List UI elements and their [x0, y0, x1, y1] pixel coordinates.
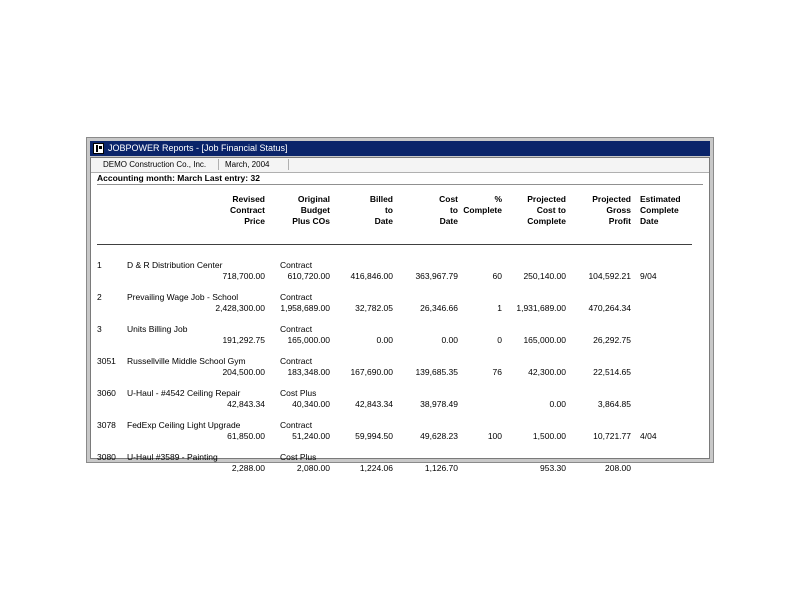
- status-empty: [291, 159, 711, 170]
- contract-type: Contract: [280, 260, 313, 270]
- cell-revised: 718,700.00: [222, 271, 265, 281]
- table-row: [91, 356, 711, 384]
- cell-gross-profit: 3,864.85: [597, 399, 631, 409]
- cell-cost: 49,628.23: [420, 431, 458, 441]
- app-icon[interactable]: [93, 143, 104, 154]
- cell-billed: 1,224.06: [359, 463, 393, 473]
- cell-original: 165,000.00: [287, 335, 330, 345]
- table-row: [91, 420, 711, 448]
- cell-pct: 0: [497, 335, 502, 345]
- report-window: [86, 137, 714, 473]
- window-title: JOBPOWER Reports - [Job Financial Status]: [108, 143, 288, 153]
- cell-gross-profit: 470,264.34: [588, 303, 631, 313]
- job-number: 3078: [97, 420, 116, 430]
- table-row: [91, 292, 711, 320]
- cell-original: 40,340.00: [292, 399, 330, 409]
- job-number: 1: [97, 260, 102, 270]
- contract-type: Cost Plus: [280, 388, 317, 398]
- column-header-revised: Revised Contract Price: [230, 194, 265, 226]
- job-name: Prevailing Wage Job - School: [127, 292, 239, 302]
- cell-gross-profit: 22,514.65: [593, 367, 631, 377]
- cell-billed: 32,782.05: [355, 303, 393, 313]
- cell-revised: 204,500.00: [222, 367, 265, 377]
- cell-cost: 26,346.66: [420, 303, 458, 313]
- job-number: 3: [97, 324, 102, 334]
- column-header-gross-profit: Projected Gross Profit: [592, 194, 631, 226]
- table-row: [91, 324, 711, 352]
- divider: [97, 184, 703, 185]
- cell-projected-cost: 250,140.00: [523, 271, 566, 281]
- cell-original: 610,720.00: [287, 271, 330, 281]
- job-name: Russellville Middle School Gym: [127, 356, 246, 366]
- contract-type: Contract: [280, 420, 313, 430]
- cell-original: 1,958,689.00: [280, 303, 330, 313]
- accounting-month: Accounting month: March Last entry: 32: [97, 173, 260, 183]
- table-row: [91, 452, 711, 480]
- column-header-billed: Billed to Date: [369, 194, 393, 226]
- job-number: 3060: [97, 388, 116, 398]
- report-area: [90, 157, 710, 473]
- cell-revised: 2,288.00: [231, 463, 265, 473]
- header-underline: [97, 244, 692, 245]
- job-name: D & R Distribution Center: [127, 260, 223, 270]
- column-header-cost: Cost to Date: [439, 194, 458, 226]
- job-number: 2: [97, 292, 102, 302]
- cell-billed: 416,846.00: [350, 271, 393, 281]
- table-row: [91, 388, 711, 416]
- cell-original: 2,080.00: [296, 463, 330, 473]
- cell-billed: 0.00: [376, 335, 393, 345]
- column-header-original: Original Budget Plus COs: [292, 194, 330, 226]
- title-bar[interactable]: [90, 141, 710, 156]
- column-header-est-complete: Estimated Complete Date: [640, 194, 681, 226]
- cell-cost: 0.00: [441, 335, 458, 345]
- cell-est-complete: 9/04: [640, 271, 657, 281]
- contract-type: Contract: [280, 356, 313, 366]
- cell-pct: 60: [492, 271, 502, 281]
- cell-gross-profit: 26,292.75: [593, 335, 631, 345]
- cell-revised: 2,428,300.00: [215, 303, 265, 313]
- job-name: U-Haul - #4542 Ceiling Repair: [127, 388, 241, 398]
- cell-gross-profit: 208.00: [605, 463, 631, 473]
- cell-pct: 76: [492, 367, 502, 377]
- column-header-pct: % Complete: [463, 194, 502, 215]
- contract-type: Contract: [280, 324, 313, 334]
- cell-cost: 363,967.79: [415, 271, 458, 281]
- job-number: 3051: [97, 356, 116, 366]
- cell-est-complete: 4/04: [640, 431, 657, 441]
- job-name: FedExp Ceiling Light Upgrade: [127, 420, 241, 430]
- cell-original: 51,240.00: [292, 431, 330, 441]
- table-row: [91, 260, 711, 288]
- cell-projected-cost: 953.30: [540, 463, 566, 473]
- cell-billed: 42,843.34: [355, 399, 393, 409]
- cell-billed: 59,994.50: [355, 431, 393, 441]
- cell-gross-profit: 104,592.21: [588, 271, 631, 281]
- cell-projected-cost: 0.00: [549, 399, 566, 409]
- contract-type: Contract: [280, 292, 313, 302]
- cell-pct: 100: [487, 431, 502, 441]
- cell-projected-cost: 165,000.00: [523, 335, 566, 345]
- cell-revised: 61,850.00: [227, 431, 265, 441]
- cell-projected-cost: 1,931,689.00: [516, 303, 566, 313]
- cell-billed: 167,690.00: [350, 367, 393, 377]
- status-bar: [91, 158, 709, 173]
- contract-type: Cost Plus: [280, 452, 317, 462]
- cell-projected-cost: 1,500.00: [532, 431, 566, 441]
- cell-cost: 1,126.70: [424, 463, 458, 473]
- cell-revised: 191,292.75: [222, 335, 265, 345]
- job-number: 3080: [97, 452, 116, 462]
- cell-original: 183,348.00: [287, 367, 330, 377]
- job-name: U-Haul #3589 - Painting: [127, 452, 218, 462]
- cell-revised: 42,843.34: [227, 399, 265, 409]
- cell-pct: 1: [497, 303, 502, 313]
- company-name: DEMO Construction Co., Inc.: [99, 159, 219, 170]
- column-header-projected-cost: Projected Cost to Complete: [527, 194, 566, 226]
- cell-gross-profit: 10,721.77: [593, 431, 631, 441]
- report-period: March, 2004: [221, 159, 289, 170]
- cell-cost: 139,685.35: [415, 367, 458, 377]
- cell-projected-cost: 42,300.00: [528, 367, 566, 377]
- cell-cost: 38,978.49: [420, 399, 458, 409]
- job-name: Units Billing Job: [127, 324, 188, 334]
